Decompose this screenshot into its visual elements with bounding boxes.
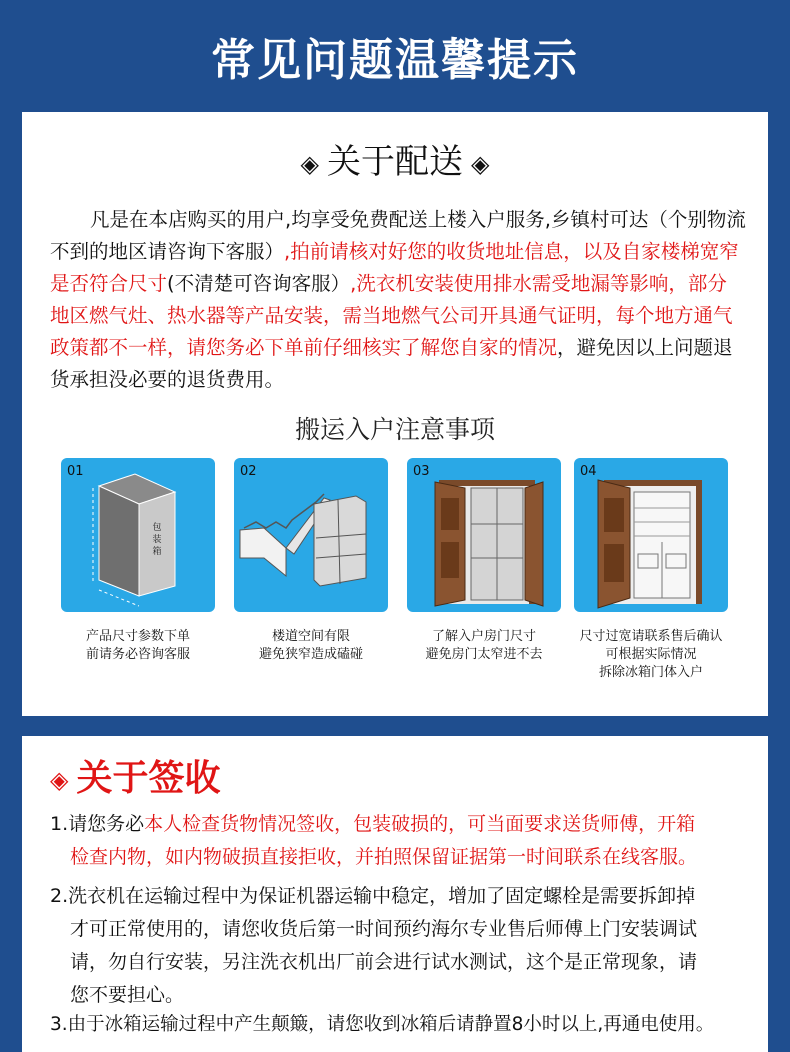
signing-heading-text: 关于签收 [76,758,221,799]
signing-item-3: 3.由于冰箱运输过程中产生颠簸，请您收到冰箱后请静置8小时以上,再通电使用。 [50,1014,715,1035]
caption-line: 楼道空间有限 [271,629,350,644]
signing-heading [50,750,220,801]
card-caption [44,628,232,664]
card-number: 03 [413,464,430,479]
card-number: 04 [580,464,597,479]
box-label: 箱 [152,547,162,557]
caption-line: 可根据实际情况 [605,647,697,662]
box-label: 包 [152,523,162,533]
signing-item-1 [50,808,762,874]
box-label: 装 [152,535,162,545]
moving-heading: 搬运入户注意事项 [294,415,495,444]
diamond-icon: ◈ [50,766,69,794]
diamond-icon: ◈ [471,149,490,178]
door-fridge-icon [407,458,561,612]
diamond-icon: ◈ [300,149,319,178]
delivery-warning-text: ,拍前请核对好您的收货地址信息，以及自家楼梯宽窄是否符合尺寸 [50,240,739,295]
caption-line: 了解入户房门尺寸 [431,629,536,644]
caption-line: 避免狭窄造成磕碰 [258,647,363,662]
stairs-fridge-icon [234,458,388,612]
delivery-heading [22,134,768,183]
caption-line: 尺寸过宽请联系售后确认 [579,629,723,644]
item-text: 1.请您务必 [50,813,145,835]
item-warning-text: 检查内物，如内物破损直接拒收，并拍照保留证据第一时间联系在线客服。 [70,846,698,868]
card-number: 02 [240,464,257,479]
delivery-panel [22,112,768,716]
caption-line: 前请务必咨询客服 [85,647,190,662]
card-caption [390,628,578,664]
item-text: 才可正常使用的，请您收货后第一时间预约海尔专业售后师傅上门安装调试 [70,918,698,940]
item-warning-text: 本人检查货物情况签收，包装破损的，可当面要求送货师傅，开箱 [144,813,696,835]
item-text: 2.洗衣机在运输过程中为保证机器运输中稳定，增加了固定螺栓是需要拆卸掉 [50,885,696,907]
delivery-paragraph [50,204,746,396]
card-package-box [61,458,215,612]
signing-item-2 [50,880,762,1012]
item-text: 您不要担心。 [70,984,185,1006]
caption-line: 产品尺寸参数下单 [85,629,190,644]
caption-line: 拆除冰箱门体入户 [598,665,703,680]
page-title: 常见问题温馨提示 [211,35,579,86]
card-number: 01 [67,464,84,479]
card-remove-door [574,458,728,612]
signing-panel [22,736,768,1052]
card-stairway [234,458,388,612]
delivery-text: ，避免因以上问题退货承担没必要的退货费用。 [50,336,733,391]
delivery-text: (不清楚可咨询客服） [167,272,351,295]
caption-line: 避免房门太窄进不去 [425,647,543,662]
delivery-text: 凡是在本店购买的用户,均享受免费配送上楼入户服务,乡镇村可达（个别物流不到的地区请咨询下客服） [50,208,746,263]
card-caption [557,628,745,682]
card-caption [217,628,405,664]
delivery-warning-text: ,洗衣机安装使用排水需受地漏等影响，部分地区燃气灶、热水器等产品安装，需当地燃气公司开具通气证明，每个地方通气政策都不一样，请您务必下单前仔细核实了解您自家的情况 [50,272,733,359]
door-open-fridge-icon [574,458,728,612]
item-text: 请，勿自行安装，另注洗衣机出厂前会进行试水测试，这个是正常现象，请 [70,951,698,973]
delivery-heading-text: 关于配送 [327,142,463,182]
package-box-icon [61,458,215,612]
card-door-size [407,458,561,612]
